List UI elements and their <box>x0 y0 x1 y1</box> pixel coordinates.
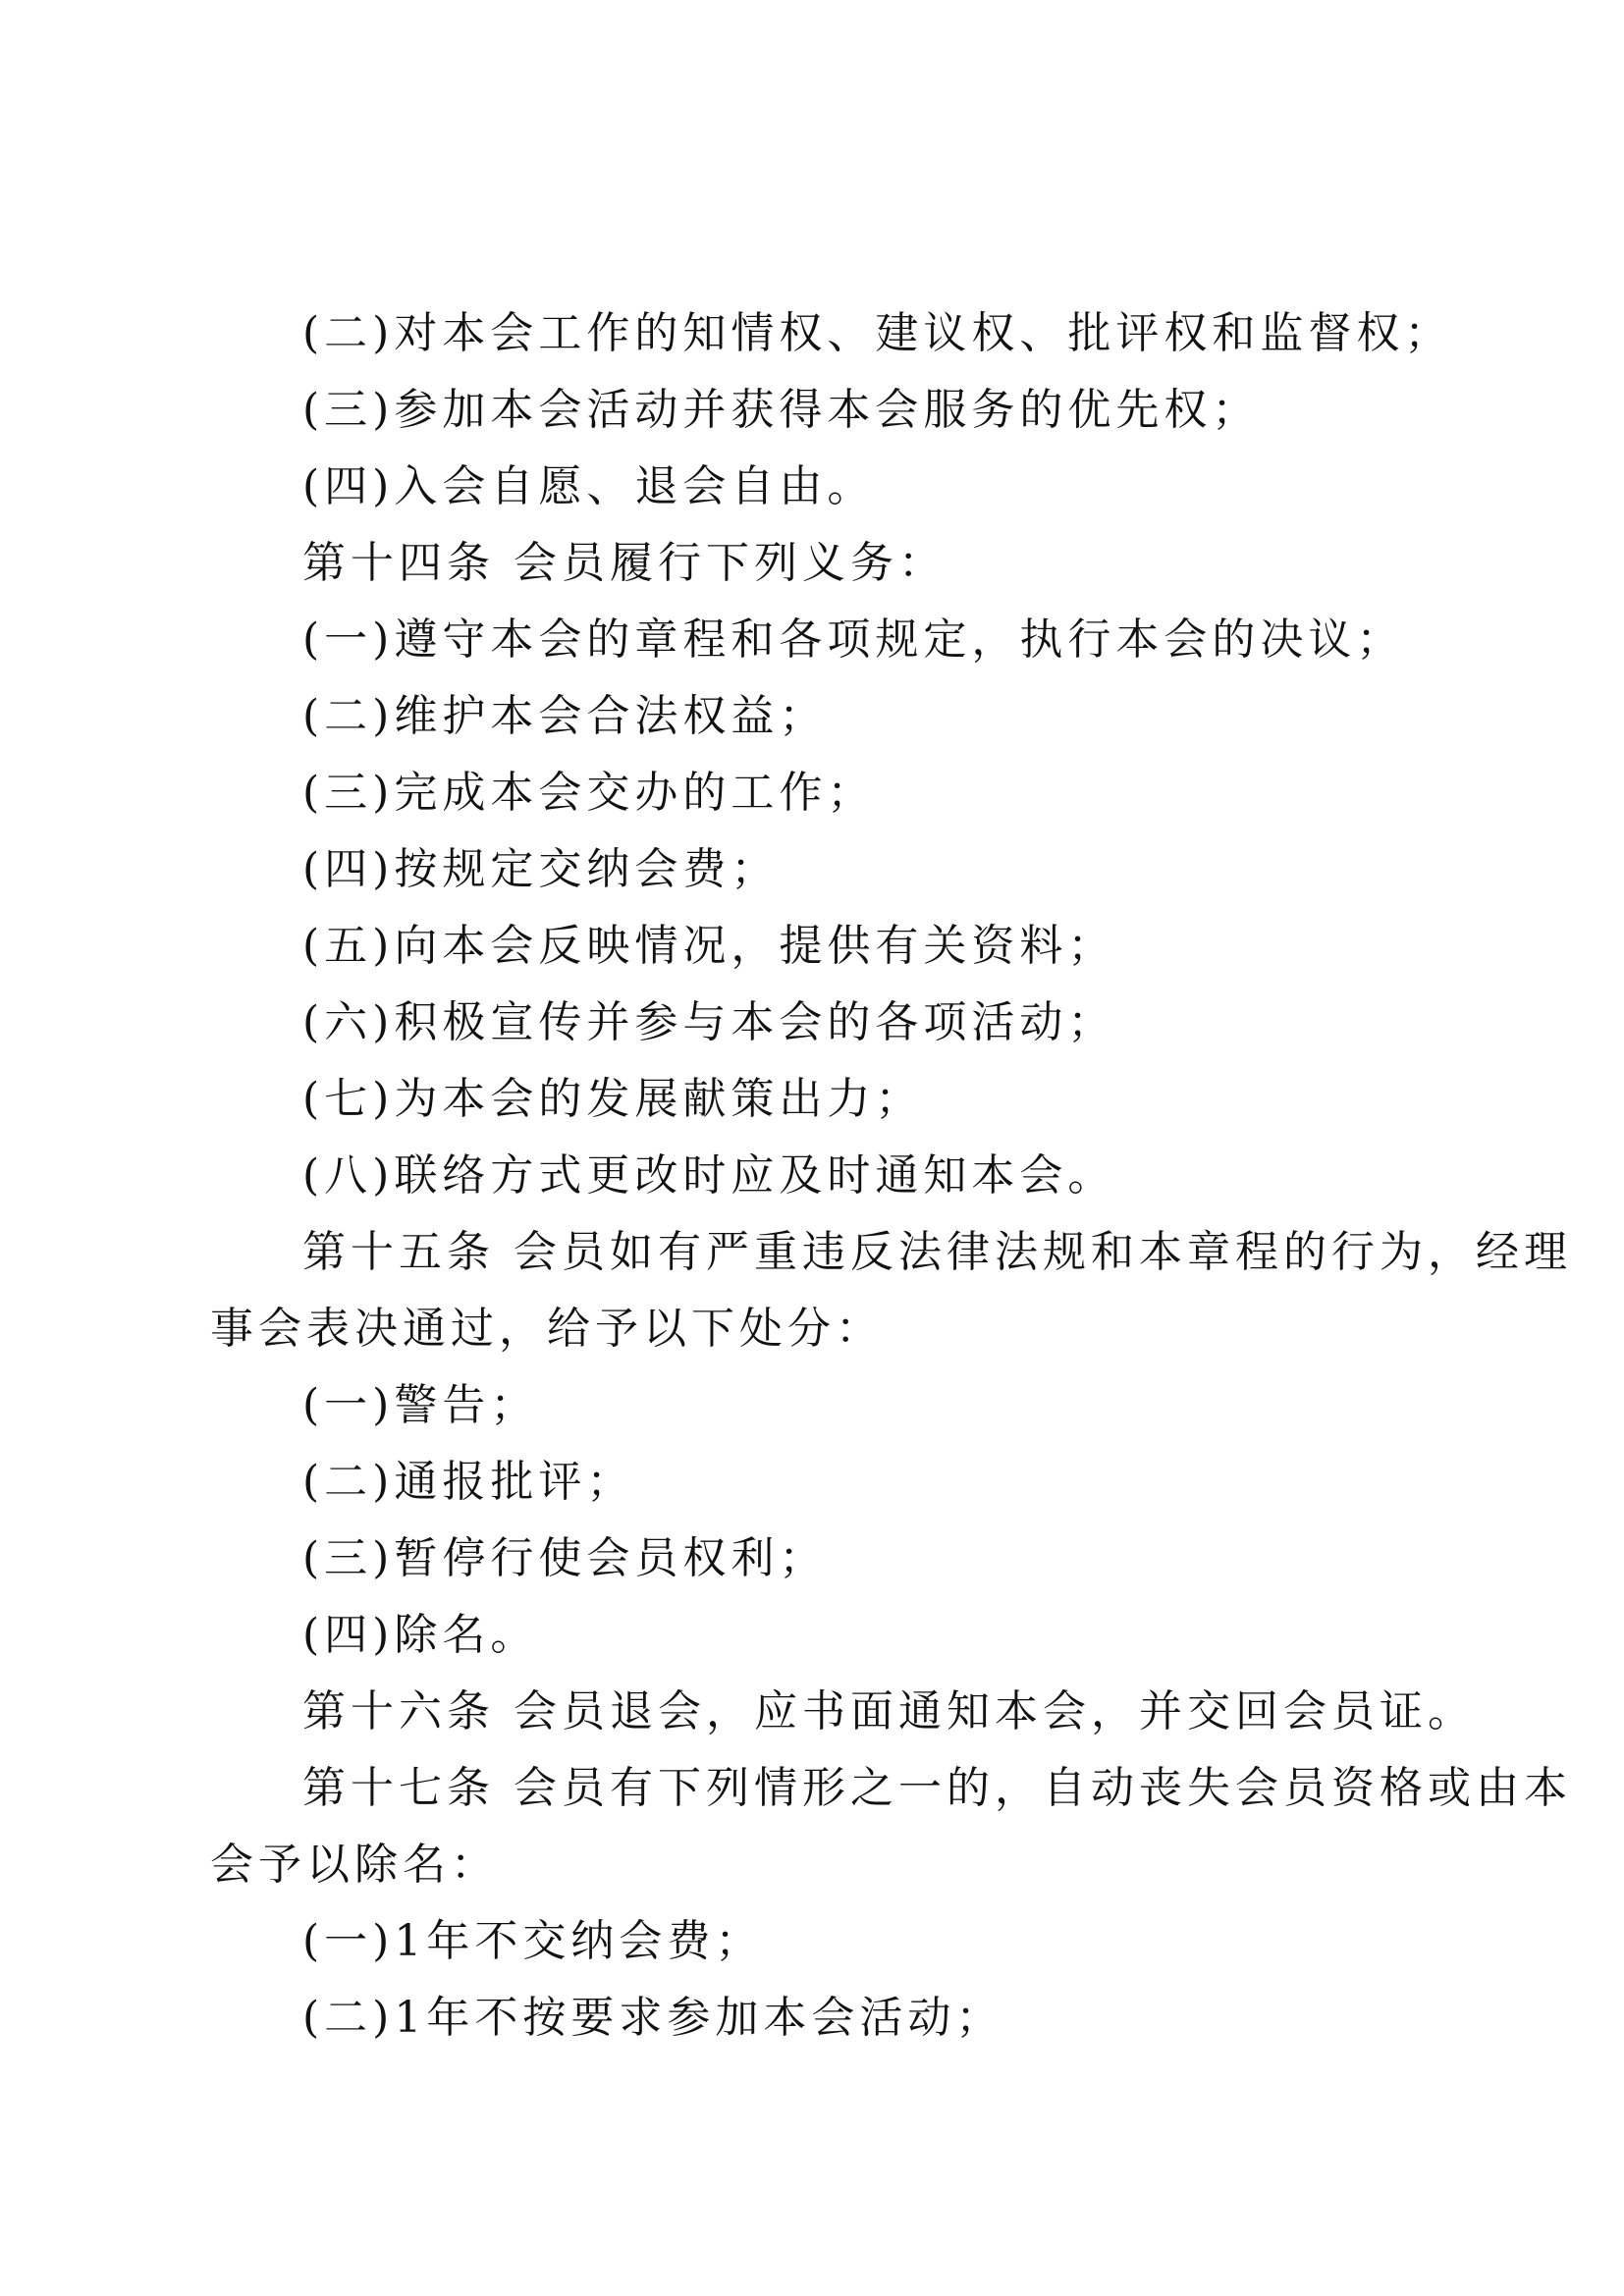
penalty-item-1: (一)警告； <box>302 1380 539 1430</box>
article-15-line-2: 事会表决通过，给予以下处分： <box>210 1304 884 1354</box>
right-item-3: (三)参加本会活动并获得本会服务的优先权； <box>302 385 1261 435</box>
duty-item-7: (七)为本会的发展献策出力； <box>302 1074 924 1124</box>
loss-item-2: (二)1年不按要求参加本会活动； <box>302 1993 1004 2043</box>
article-17-line-2: 会予以除名： <box>210 1840 499 1890</box>
article-17-line-1: 第十七条 会员有下列情形之一的，自动丧失会员资格或由本 <box>302 1763 1572 1813</box>
article-15-line-1: 第十五条 会员如有严重违反法律法规和本章程的行为，经理 <box>302 1227 1572 1277</box>
duty-item-4: (四)按规定交纳会费； <box>302 844 780 894</box>
duty-item-5: (五)向本会反映情况，提供有关资料； <box>302 921 1116 971</box>
duty-item-8: (八)联络方式更改时应及时通知本会。 <box>302 1150 1116 1201</box>
penalty-item-4: (四)除名。 <box>302 1610 539 1660</box>
article-16: 第十六条 会员退会，应书面通知本会，并交回会员证。 <box>302 1686 1476 1736</box>
article-14-heading: 第十四条 会员履行下列义务： <box>302 538 947 588</box>
penalty-item-3: (三)暂停行使会员权利； <box>302 1533 828 1583</box>
duty-item-3: (三)完成本会交办的工作； <box>302 768 876 818</box>
duty-item-6: (六)积极宣传并参与本会的各项活动； <box>302 997 1116 1047</box>
right-item-2: (二)对本会工作的知情权、建议权、批评权和监督权； <box>302 308 1453 358</box>
loss-item-1: (一)1年不交纳会费； <box>302 1916 764 1966</box>
duty-item-1: (一)遵守本会的章程和各项规定，执行本会的决议； <box>302 614 1405 665</box>
duty-item-2: (二)维护本会合法权益； <box>302 691 828 741</box>
right-item-4: (四)入会自愿、退会自由。 <box>302 461 876 511</box>
penalty-item-2: (二)通报批评； <box>302 1457 635 1507</box>
